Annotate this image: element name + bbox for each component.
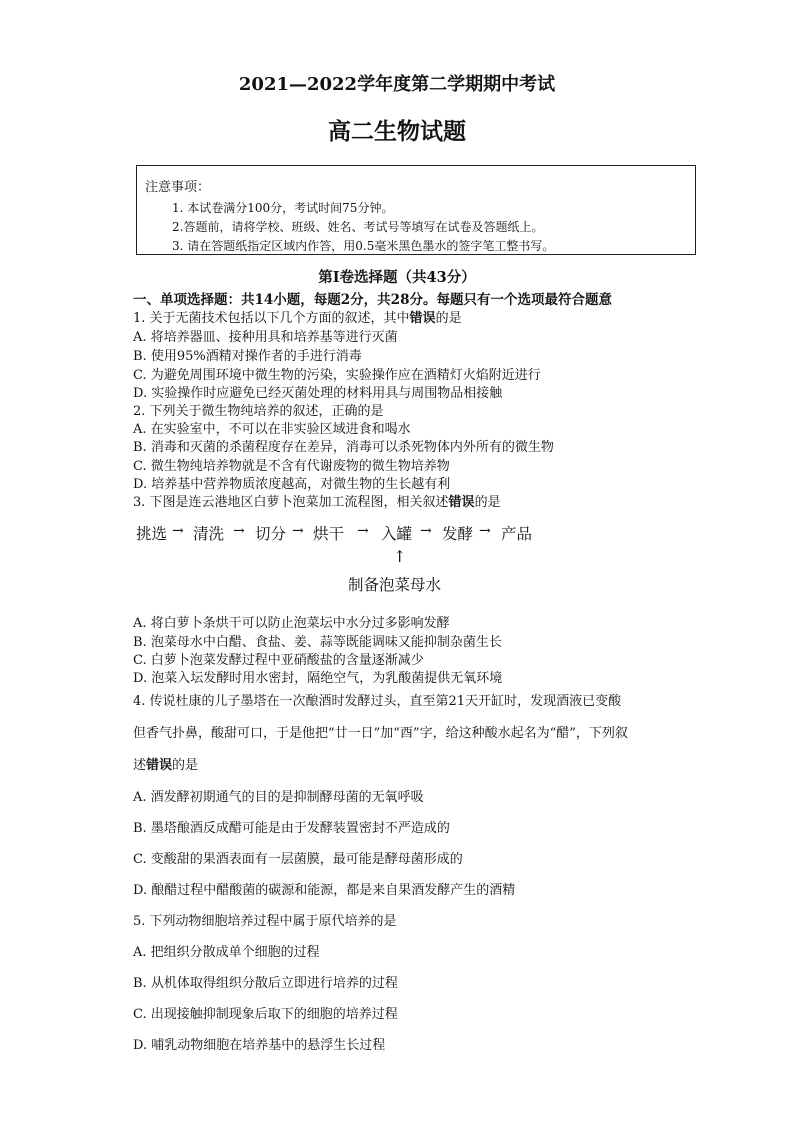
flow-arrow: → xyxy=(233,523,245,539)
question-5-option-c: C. 出现接触抑制现象后取下的细胞的培养过程 xyxy=(133,1007,398,1022)
flow-arrow: → xyxy=(479,523,491,539)
stem-emphasis: 错误 xyxy=(146,758,173,773)
question-3-stem xyxy=(133,491,501,510)
section-instructions: 一、单项选择题：共14小题，每题2分，共28分。每题只有一个选项最符合题意 xyxy=(133,292,612,308)
question-4-stem-line: 4. 传说杜康的儿子墨塔在一次酿酒时发酵过头，直至第21天开缸时，发现酒液已变酸 xyxy=(133,694,622,709)
flow-step: 发酵 xyxy=(442,525,474,543)
flow-step: 产品 xyxy=(501,525,533,543)
question-4-option-a: A. 酒发酵初期通气的目的是抑制酵母菌的无氧呼吸 xyxy=(133,790,424,805)
question-5-option-a: A. 把组织分散成单个细胞的过程 xyxy=(133,945,320,960)
flow-up-arrow: ↑ xyxy=(393,547,407,566)
flow-step: 切分 xyxy=(255,525,287,543)
stem-emphasis: 错误 xyxy=(409,311,436,326)
flow-step: 清洗 xyxy=(193,525,225,543)
stem-text: 3. 下图是连云港地区白萝卜泡菜加工流程图，相关叙述 xyxy=(133,495,449,510)
question-3-option-c: C. 白萝卜泡菜发酵过程中亚硝酸盐的含量逐渐减少 xyxy=(133,653,424,668)
flow-arrow: → xyxy=(292,523,304,539)
notice-heading: 注意事项： xyxy=(145,180,211,195)
stem-text: 1. 关于无菌技术包括以下几个方面的叙述，其中 xyxy=(133,311,410,326)
question-3-option-b: B. 泡菜母水中白醋、食盐、姜、蒜等既能调味又能抑制杂菌生长 xyxy=(133,635,502,650)
question-5-option-b: B. 从机体取得组织分散后立即进行培养的过程 xyxy=(133,976,398,991)
section-title: 第Ⅰ卷选择题（共43分） xyxy=(318,269,476,286)
notice-item: 1. 本试卷满分100分，考试时间75分钟。 xyxy=(172,201,394,215)
flow-arrow: → xyxy=(420,523,432,539)
question-5-option-d: D. 哺乳动物细胞在培养基中的悬浮生长过程 xyxy=(133,1038,386,1053)
flow-step: 入罐 xyxy=(381,525,413,543)
exam-title: 2021—2022学年度第二学期期中考试 xyxy=(238,74,556,95)
stem-text: 的是 xyxy=(172,758,199,773)
flow-arrow: → xyxy=(357,523,369,539)
stem-text: 的是 xyxy=(474,495,501,510)
question-2-option-a: A. 在实验室中，不可以在非实验区域进食和喝水 xyxy=(133,422,411,437)
question-1-option-b: B. 使用95%酒精对操作者的手进行消毒 xyxy=(133,349,362,364)
question-2-option-d: D. 培养基中营养物质浓度越高，对微生物的生长越有利 xyxy=(133,477,451,492)
flow-step: 烘干 xyxy=(313,525,345,543)
question-5-stem: 5. 下列动物细胞培养过程中属于原代培养的是 xyxy=(133,914,397,929)
question-2-stem: 2. 下列关于微生物纯培养的叙述，正确的是 xyxy=(133,404,384,419)
notice-box xyxy=(136,165,696,255)
stem-text: 述 xyxy=(133,758,147,773)
question-4-option-b: B. 墨塔酿酒反成醋可能是由于发酵装置密封不严造成的 xyxy=(133,821,450,836)
question-3-option-a: A. 将白萝卜条烘干可以防止泡菜坛中水分过多影响发酵 xyxy=(133,616,450,631)
question-4-option-c: C. 变酸甜的果酒表面有一层菌膜，最可能是酵母菌形成的 xyxy=(133,852,463,867)
question-4-stem-line xyxy=(133,754,198,773)
question-2-option-b: B. 消毒和灭菌的杀菌程度存在差异，消毒可以杀死物体内外所有的微生物 xyxy=(133,440,554,455)
question-1-stem xyxy=(133,307,462,326)
question-4-option-d: D. 酿醋过程中醋酸菌的碳源和能源，都是来自果酒发酵产生的酒精 xyxy=(133,883,516,898)
flow-input: 制备泡菜母水 xyxy=(348,576,442,594)
question-1-option-c: C. 为避免周围环境中微生物的污染，实验操作应在酒精灯火焰附近进行 xyxy=(133,368,541,383)
question-1-option-a: A. 将培养器皿、接种用具和培养基等进行灭菌 xyxy=(133,330,398,345)
question-3-option-d: D. 泡菜入坛发酵时用水密封，隔绝空气，为乳酸菌提供无氧环境 xyxy=(133,671,503,686)
flow-step: 挑选 xyxy=(136,525,168,543)
notice-item: 3. 请在答题纸指定区域内作答，用0.5毫米黑色墨水的签字笔工整书写。 xyxy=(172,239,555,253)
subject-title: 高二生物试题 xyxy=(328,118,466,145)
question-1-option-d: D. 实验操作时应避免已经灭菌处理的材料用具与周围物品相接触 xyxy=(133,386,503,401)
stem-text: 的是 xyxy=(435,311,462,326)
notice-item: 2.答题前，请将学校、班级、姓名、考试号等填写在试卷及答题纸上。 xyxy=(172,220,544,234)
question-4-stem-line: 但香气扑鼻，酸甜可口，于是他把“廿一日”加“酉”字，给这种酸水起名为“醋”，下列叙 xyxy=(133,726,628,741)
question-2-option-c: C. 微生物纯培养物就是不含有代谢废物的微生物培养物 xyxy=(133,459,450,474)
flow-arrow: → xyxy=(172,523,184,539)
stem-emphasis: 错误 xyxy=(448,495,475,510)
